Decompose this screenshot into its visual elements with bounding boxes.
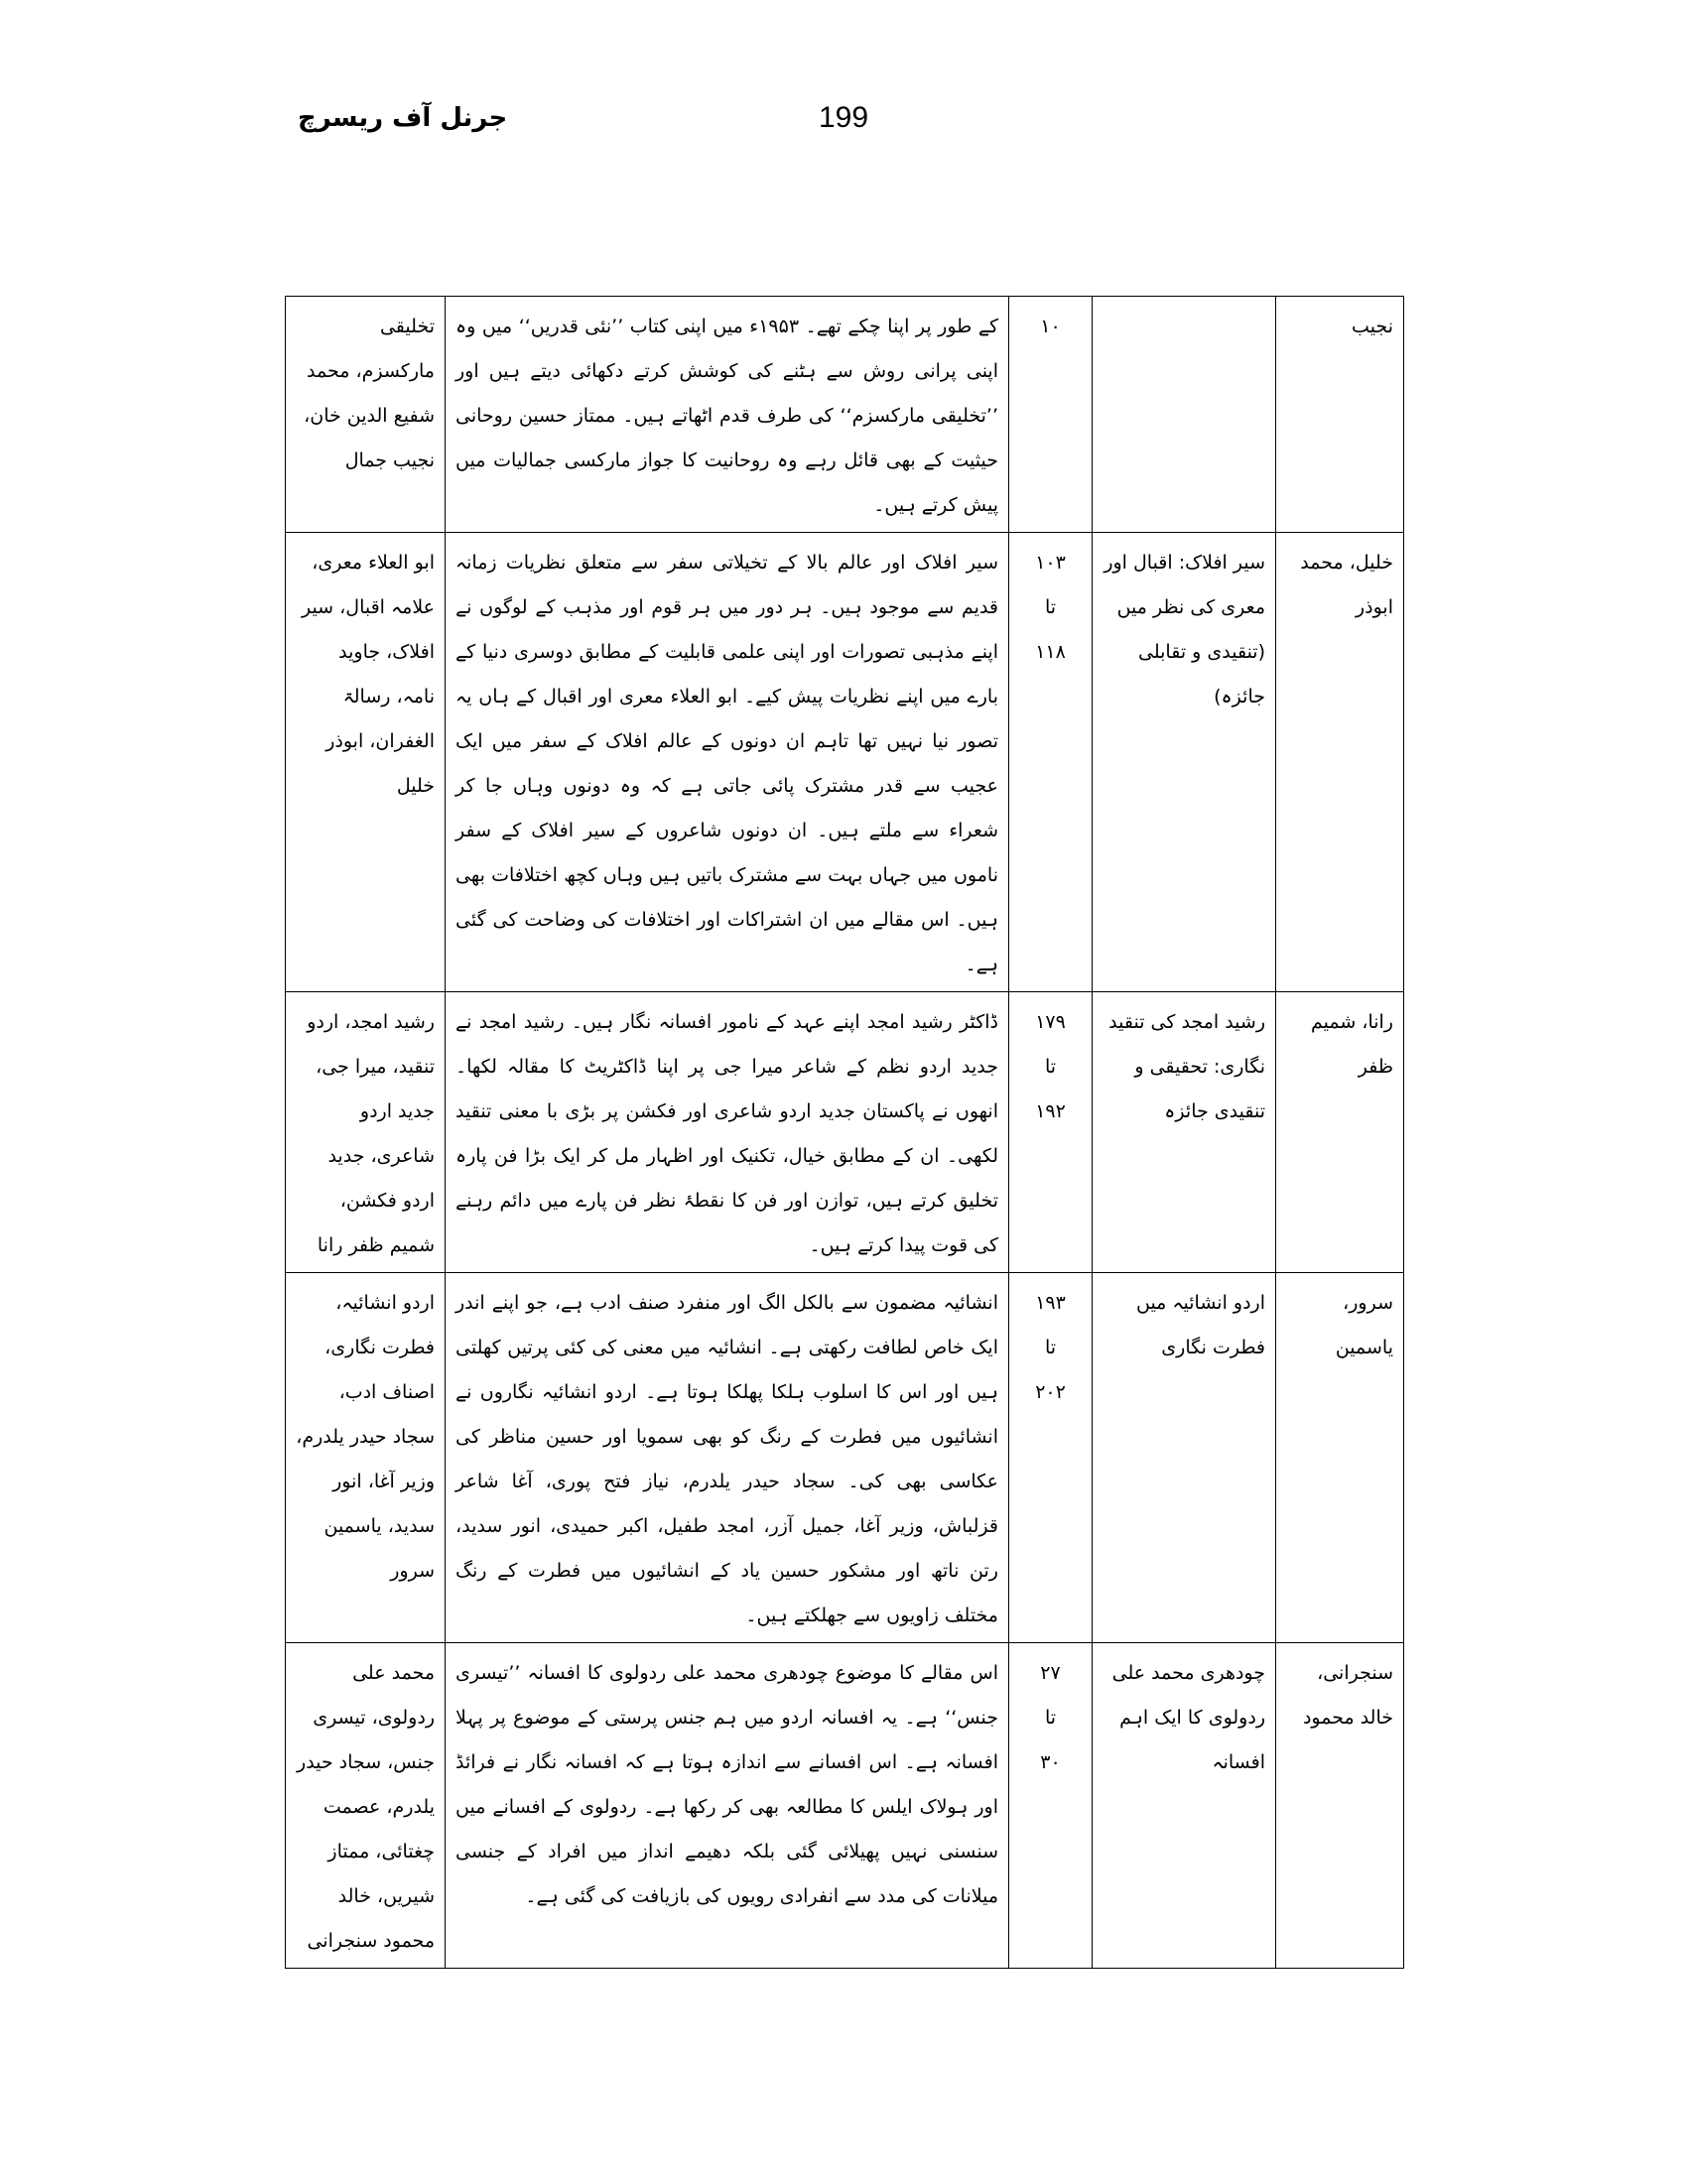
page-range-start: ۲۷ [1040, 1662, 1061, 1684]
keywords-cell: ابو العلاء معری، علامہ اقبال، سیر افلاک، جاوید نامہ، رسالۃ الغفران، ابوذر خلیل [286, 533, 446, 992]
pages-cell [1009, 992, 1093, 1273]
table-row [286, 992, 1404, 1273]
keywords-cell: اردو انشائیہ، فطرت نگاری، اصناف ادب، سجاد حیدر یلدرم، وزیر آغا، انور سدید، یاسمین سرور [286, 1273, 446, 1643]
abstract-cell: اس مقالے کا موضوع چودھری محمد علی ردولوی کا افسانہ ’’تیسری جنس‘‘ ہے۔ یہ افسانہ اردو میں ہم جنس پرستی کے موضوع پر پہلا افسانہ ہے۔ اس افسانے سے اندازہ ہوتا ہے کہ افسانہ نگار نے فرائڈ اور ہولاک ایلس کا مطالعہ بھی کر رکھا ہے۔ ردولوی کے افسانے میں سنسنی نہیں پھیلائی گئی بلکہ دھیمے انداز میں افراد کے جنسی میلانات کی مدد سے انفرادی رویوں کی بازیافت کی گئی ہے۔ [446, 1643, 1009, 1969]
author-cell: خلیل، محمد ابوذر [1276, 533, 1404, 992]
abstract-cell: ڈاکٹر رشید امجد اپنے عہد کے نامور افسانہ نگار ہیں۔ رشید امجد نے جدید اردو نظم کے شاعر میرا جی پر اپنا ڈاکٹریٹ کا مقالہ لکھا۔ انھوں نے پاکستان جدید اردو شاعری اور فکشن پر بڑی با معنی تنقید لکھی۔ ان کے مطابق خیال، تکنیک اور اظہار مل کر ایک بڑا فن پارہ تخلیق کرتے ہیں، توازن اور فن کا نقطۂ نظر فن پارے میں دائم رہنے کی قوت پیدا کرتے ہیں۔ [446, 992, 1009, 1273]
title-cell: رشید امجد کی تنقید نگاری: تحقیقی و تنقیدی جائزہ [1093, 992, 1276, 1273]
pages-cell [1009, 1273, 1093, 1643]
page-range-start: ۱۰ [1040, 316, 1061, 337]
table-row [286, 1643, 1404, 1969]
page-range-separator: تا [1044, 1707, 1057, 1729]
keywords-cell: محمد علی ردولوی، تیسری جنس، سجاد حیدر یلدرم، عصمت چغتائی، ممتاز شیریں، خالد محمود سنجرانی [286, 1643, 446, 1969]
author-cell: سنجرانی، خالد محمود [1276, 1643, 1404, 1969]
pages-cell [1009, 1643, 1093, 1969]
table-row [286, 533, 1404, 992]
page-range-separator: تا [1044, 1337, 1057, 1358]
journal-title: جرنل آف ریسرچ [298, 103, 508, 133]
page-range-start: ۱۷۹ [1035, 1011, 1066, 1033]
page-range-separator: تا [1044, 1056, 1057, 1078]
table-row [286, 1273, 1404, 1643]
table-row [286, 297, 1404, 533]
abstract-cell: کے طور پر اپنا چکے تھے۔ ۱۹۵۳ء میں اپنی کتاب ’’نئی قدریں‘‘ میں وہ اپنی پرانی روش سے ہٹنے کی کوشش کرتے دکھائی دیتے ہیں اور ’’تخلیقی مارکسزم‘‘ کی طرف قدم اٹھاتے ہیں۔ ممتاز حسین روحانی حیثیت کے بھی قائل رہے وہ روحانیت کا جواز مارکسی جمالیات میں پیش کرتے ہیں۔ [446, 297, 1009, 533]
page-range-end: ۱۱۸ [1035, 641, 1066, 663]
author-cell: سرور، یاسمین [1276, 1273, 1404, 1643]
page-range-start: ۱۹۳ [1035, 1292, 1066, 1314]
title-cell: سیر افلاک: اقبال اور معری کی نظر میں (تنقیدی و تقابلی جائزہ) [1093, 533, 1276, 992]
abstract-cell: انشائیہ مضمون سے بالکل الگ اور منفرد صنف ادب ہے، جو اپنے اندر ایک خاص لطافت رکھتی ہے۔ انشائیہ میں معنی کی کئی پرتیں کھلتی ہیں اور اس کا اسلوب ہلکا پھلکا ہوتا ہے۔ اردو انشائیہ نگاروں نے انشائیوں میں فطرت کے رنگ کو بھی سمویا اور حسین مناظر کی عکاسی بھی کی۔ سجاد حیدر یلدرم، نیاز فتح پوری، آغا شاعر قزلباش، وزیر آغا، جمیل آزر، امجد طفیل، اکبر حمیدی، انور سدید، رتن ناتھ اور مشکور حسین یاد کے انشائیوں میں فطرت کے رنگ مختلف زاویوں سے جھلکتے ہیں۔ [446, 1273, 1009, 1643]
title-cell [1093, 297, 1276, 533]
page-range-start: ۱۰۳ [1035, 552, 1066, 574]
author-cell: نجیب [1276, 297, 1404, 533]
title-cell: اردو انشائیہ میں فطرت نگاری [1093, 1273, 1276, 1643]
page-range-end: ۲۰۲ [1035, 1381, 1066, 1403]
research-abstracts-table [285, 296, 1404, 1969]
keywords-cell: رشید امجد، اردو تنقید، میرا جی، جدید اردو شاعری، جدید اردو فکشن، شمیم ظفر رانا [286, 992, 446, 1273]
abstract-cell: سیر افلاک اور عالم بالا کے تخیلاتی سفر سے متعلق نظریات زمانہ قدیم سے موجود ہیں۔ ہر دور میں ہر قوم اور مذہب کے لوگوں نے اپنے مذہبی تصورات اور اپنی علمی قابلیت کے مطابق دوسری دنیا کے بارے میں اپنے نظریات پیش کیے۔ ابو العلاء معری اور اقبال کے ہاں یہ تصور نیا نہیں تھا تاہم ان دونوں کے عالم افلاک کے سفر میں ایک عجیب سے قدر مشترک پائی جاتی ہے کہ وہ دونوں وہاں جا کر شعراء سے ملتے ہیں۔ ان دونوں شاعروں کے سیر افلاک کے سفر ناموں میں جہاں بہت سے مشترک باتیں ہیں وہاں کچھ اختلافات بھی ہیں۔ اس مقالے میں ان اشتراکات اور اختلافات کی وضاحت کی گئی ہے۔ [446, 533, 1009, 992]
keywords-cell: تخلیقی مارکسزم، محمد شفیع الدین خان، نجیب جمال [286, 297, 446, 533]
pages-cell [1009, 297, 1093, 533]
page-range-end: ۳۰ [1040, 1751, 1061, 1773]
pages-cell [1009, 533, 1093, 992]
page-range-separator: تا [1044, 596, 1057, 618]
title-cell: چودھری محمد علی ردولوی کا ایک اہم افسانہ [1093, 1643, 1276, 1969]
author-cell: رانا، شمیم ظفر [1276, 992, 1404, 1273]
page-number: 199 [818, 101, 869, 134]
page-range-end: ۱۹۲ [1035, 1100, 1066, 1122]
